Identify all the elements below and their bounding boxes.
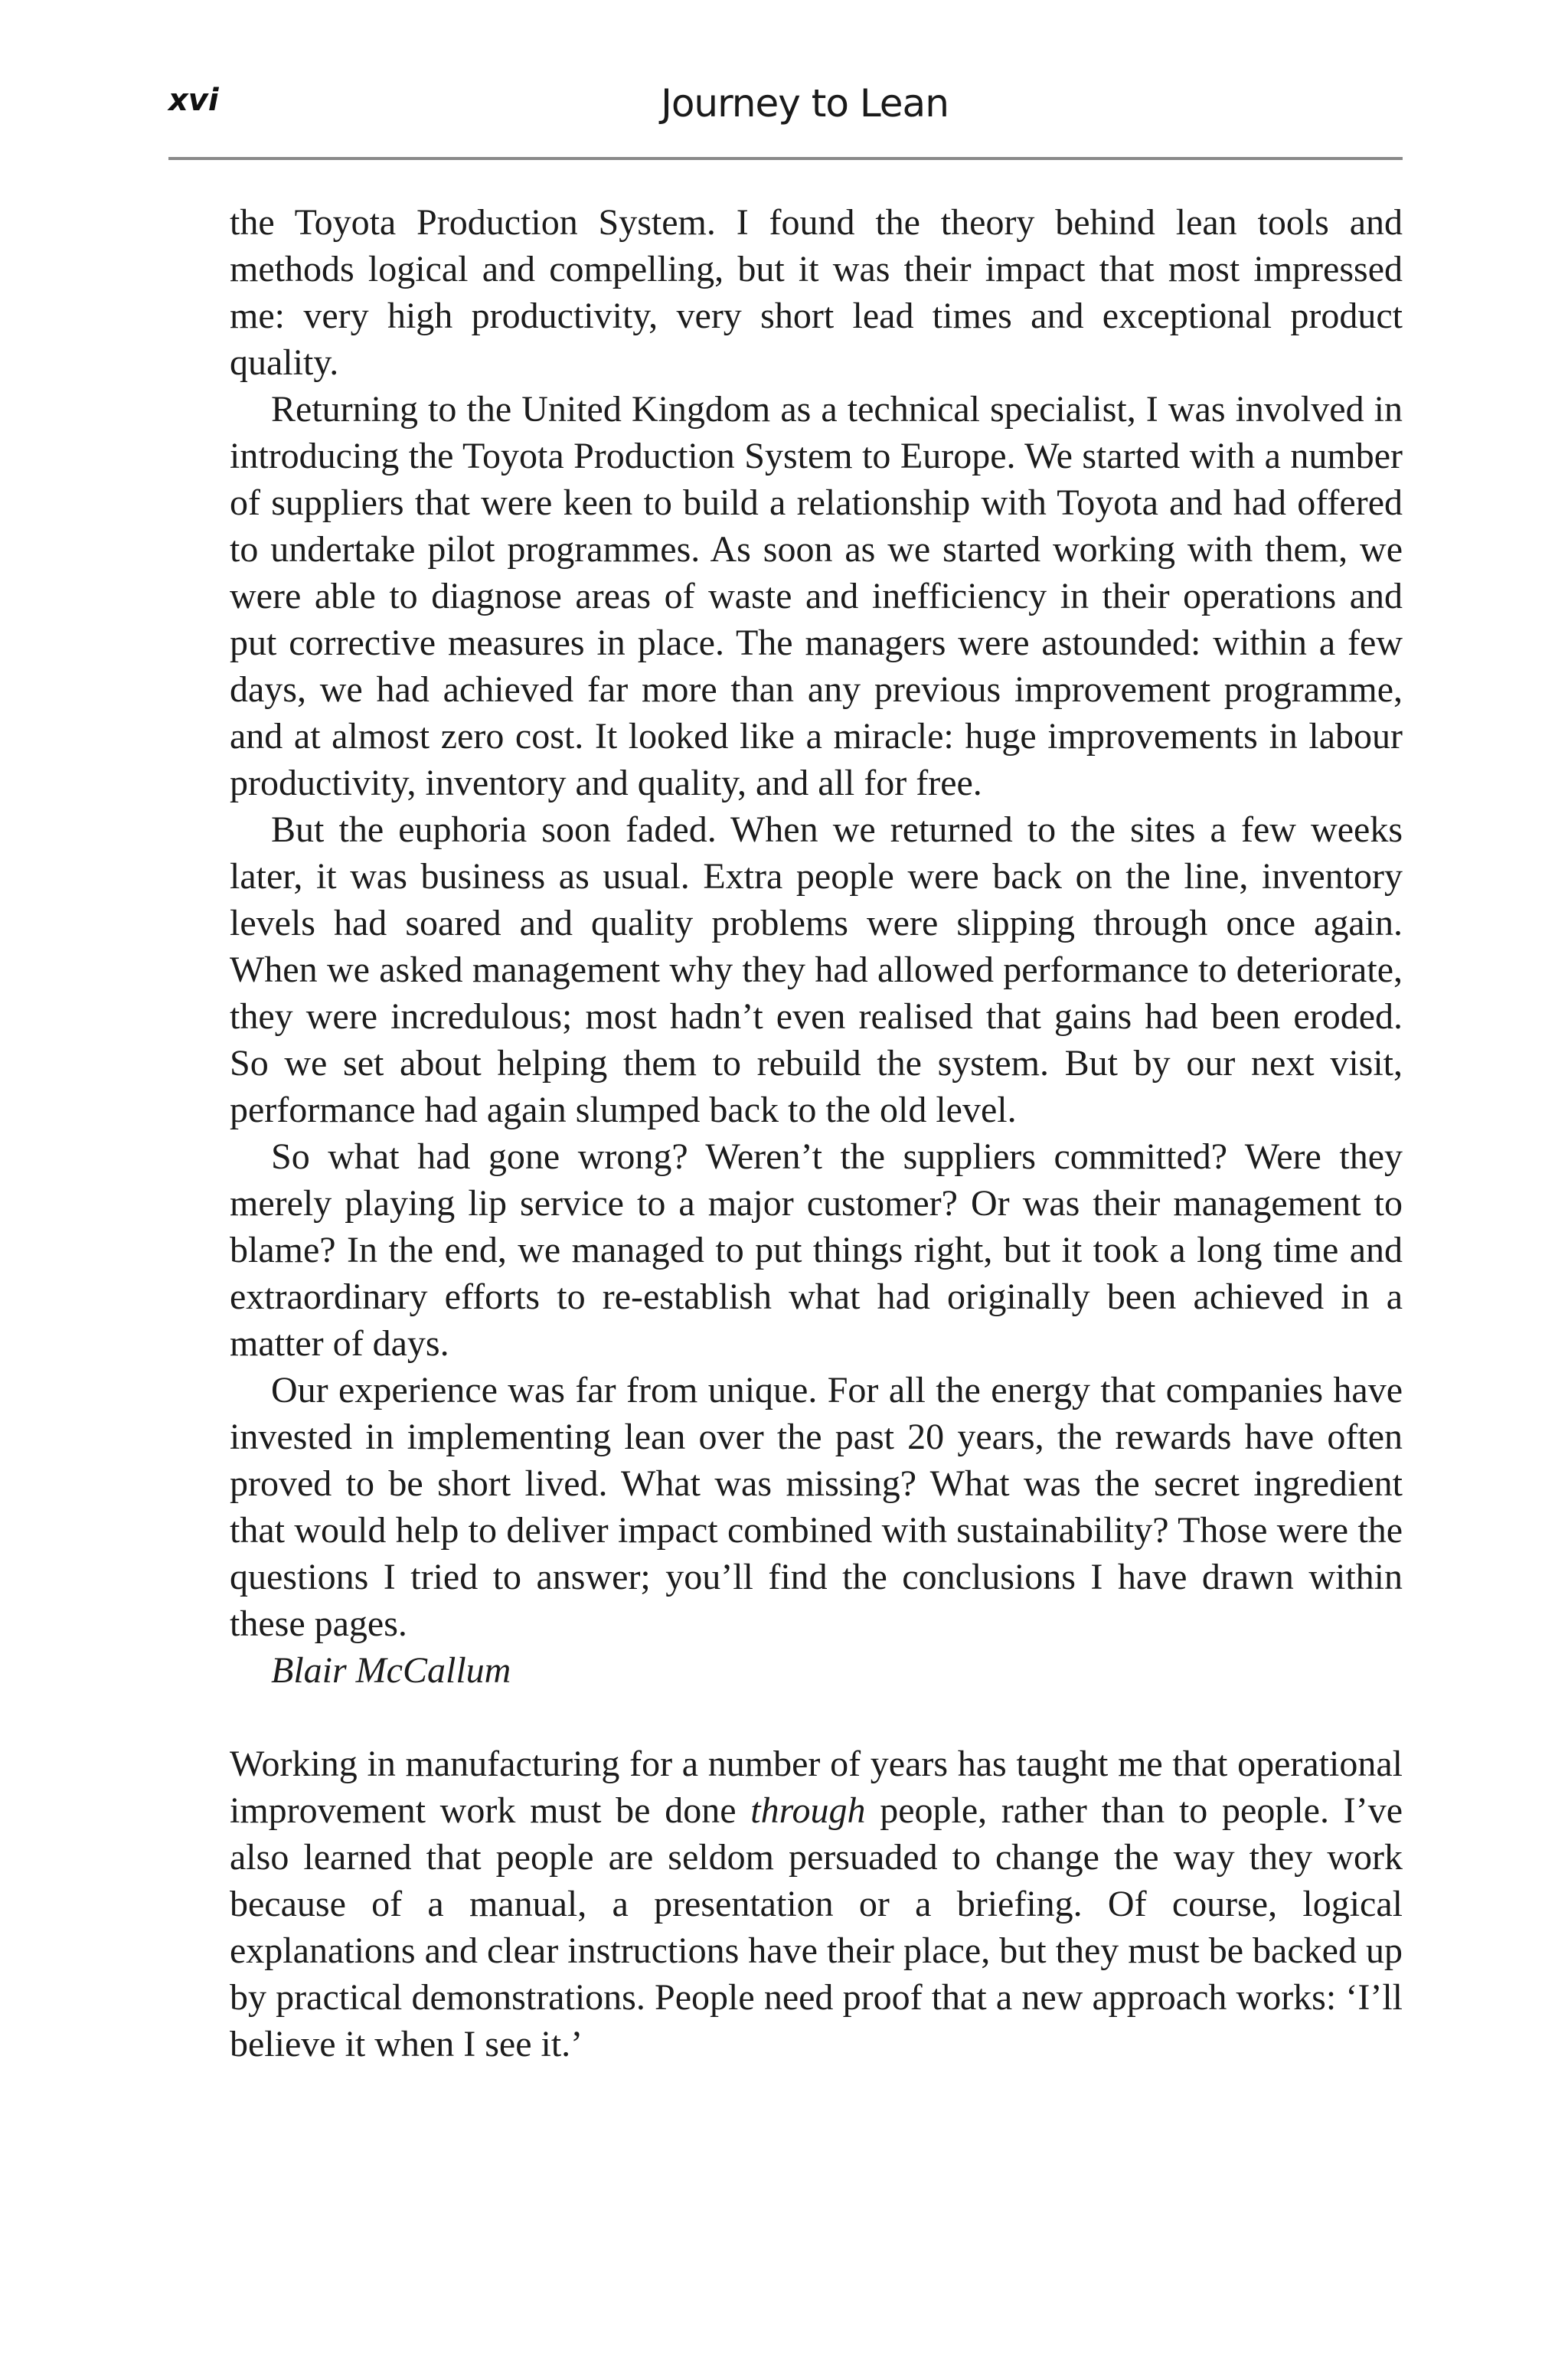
paragraph-4: So what had gone wrong? Weren’t the suppliers committed? Were they merely playing lip service to a major customer? Or was their management to blame? In the end, we managed to put things right, but it took a long time and extraordinary efforts to re-establish what had originally been achieved in a matter of days. xyxy=(230,1136,1403,1364)
section-break xyxy=(230,1694,1403,1741)
author-signature: Blair McCallum xyxy=(271,1650,511,1691)
page-number: xvi xyxy=(168,83,219,118)
paragraph-3: But the euphoria soon faded. When we returned to the sites a few weeks later, it was business as usual. Extra people were back on the line, inventory levels had soared and quality problems were slipping through once again. When we asked management why they had allowed performance to deteriorate, they were incredulous; most hadn’t even realised that gains had been eroded. So we set about helping them to rebuild the system. But by our next visit, performance had again slumped back to the old level. xyxy=(230,809,1403,1130)
paragraph-6-emphasis: through xyxy=(750,1790,866,1831)
paragraph-6-end: people, rather than to people. I’ve also learned that people are seldom persuaded to change the way they work because of a manual, a presentation or a briefing. Of course, logical explanations and clear instructions have their place, but they must be backed up by practical demonstrations. People need proof that a new approach works: ‘I’ll believe it when I see it.’ xyxy=(230,1790,1403,2064)
body-text xyxy=(230,199,1403,2067)
paragraph-6-start: Working in manufacturing for a number of years has taught me that operational improvement work must be done xyxy=(230,1744,1403,1831)
book-title: Journey to Lean xyxy=(661,81,949,126)
header-divider xyxy=(168,157,1403,160)
paragraph-2: Returning to the United Kingdom as a technical specialist, I was involved in introducing the Toyota Production System to Europe. We started with a number of suppliers that were keen to build a relationship with Toyota and had offered to undertake pilot programmes. As soon as we started working with them, we were able to diagnose areas of waste and inefficiency in their operations and put corrective measures in place. The managers were astounded: within a few days, we had achieved far more than any previous improvement programme, and at almost zero cost. It looked like a miracle: huge improvements in labour productivity, inventory and quality, and all for free. xyxy=(230,389,1403,803)
paragraph-6 xyxy=(230,1741,1403,2067)
running-head xyxy=(168,77,1403,145)
paragraph-1: the Toyota Production System. I found the theory behind lean tools and methods logical and compelling, but it was their impact that most impressed me: very high productivity, very short lead times and exceptional product quality. xyxy=(230,202,1403,383)
paragraph-5: Our experience was far from unique. For all the energy that companies have invested in implementing lean over the past 20 years, the rewards have often proved to be short lived. What was missing? What was the secret ingredient that would help to deliver impact combined with sustainability? Those were the questions I tried to answer; you’ll find the conclusions I have drawn within these pages. xyxy=(230,1370,1403,1644)
